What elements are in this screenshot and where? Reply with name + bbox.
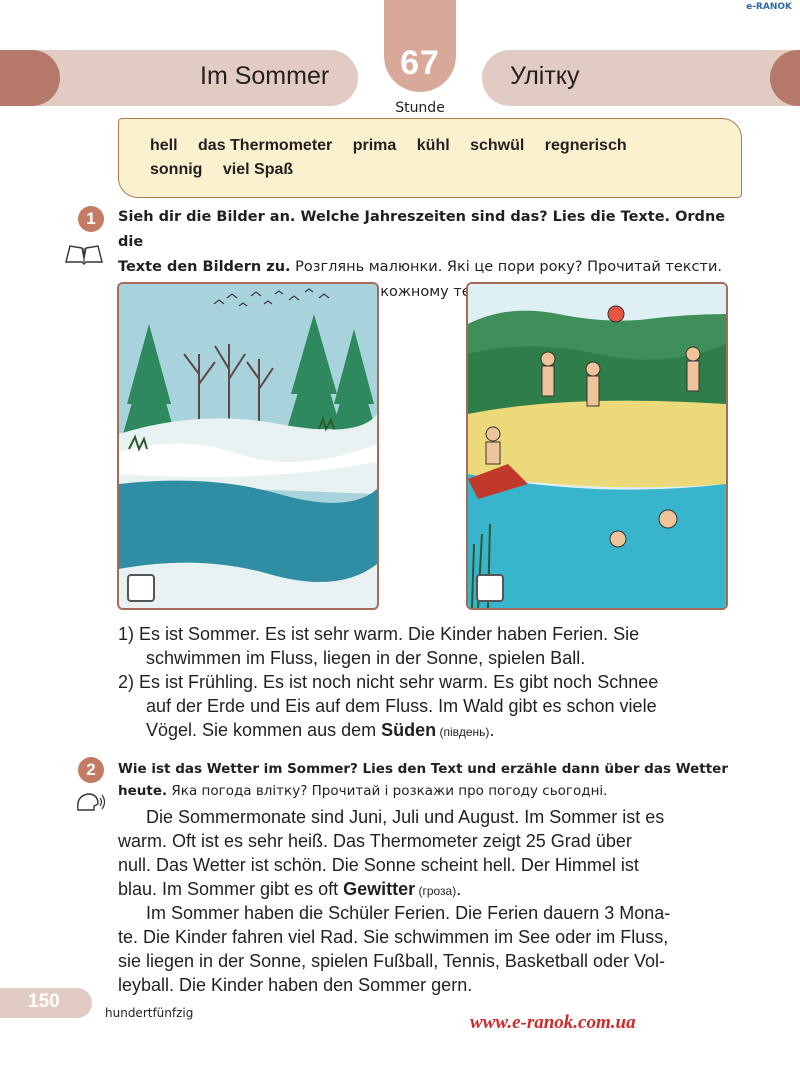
task1-instruction-de-line1: Sieh dir die Bilder an. Welche Jahreszeiten sind das? Lies die Texte. Ordne die xyxy=(118,209,726,250)
page-number: 150 xyxy=(28,991,60,1012)
text-line: warm. Oft ist es sehr heiß. Das Thermometer zeigt 25 Grad über xyxy=(118,831,632,851)
lesson-label: Stunde xyxy=(395,100,445,116)
book-icon xyxy=(64,240,104,266)
task2-paragraph-1 xyxy=(118,805,738,903)
text-line: leyball. Die Kinder haben den Sommer gern. xyxy=(118,975,473,995)
header-band-left-accent xyxy=(0,50,60,106)
text-segment: . xyxy=(489,720,495,740)
task2-instruction-de-line2: heute. xyxy=(118,783,168,799)
text-line xyxy=(118,877,738,903)
page-number-word: hundertfünfzig xyxy=(105,1006,194,1020)
translation-gloss: (гроза) xyxy=(415,884,457,898)
lesson-number: 67 xyxy=(400,44,440,82)
translation-gloss: (південь) xyxy=(436,725,490,739)
text-line xyxy=(118,718,738,744)
vocab-word: regnerisch xyxy=(544,137,627,154)
answer-checkbox[interactable] xyxy=(127,574,155,602)
vocabulary-line-1 xyxy=(150,137,643,155)
task2-instruction-ua-line2: Яка погода влітку? Прочитай і розкажи про погоду сьогодні. xyxy=(167,783,608,799)
task1-instruction-ua-line2: Розглянь малюнки. Які це пори року? Прочитай тексти. xyxy=(290,259,723,275)
vocab-word: sonnig xyxy=(150,161,203,178)
vocab-word: schwül xyxy=(470,137,525,154)
task2-paragraph-2 xyxy=(118,901,738,997)
task1-text-1 xyxy=(118,622,738,670)
task2-instruction xyxy=(118,758,738,802)
keyword-bold: Süden xyxy=(381,720,437,740)
task1-text-2 xyxy=(118,670,738,744)
text-line: Die Sommermonate sind Juni, Juli und August. Im Sommer ist es xyxy=(146,807,665,827)
page-title-german: Im Sommer xyxy=(200,62,330,90)
task-number-badge: 1 xyxy=(78,206,104,232)
vocab-word: viel Spaß xyxy=(222,161,294,178)
vocab-word: prima xyxy=(352,137,397,154)
text-line: te. Die Kinder fahren viel Rad. Sie schwimmen im See oder im Fluss, xyxy=(118,927,669,947)
summer-beach-picture xyxy=(466,282,728,610)
text-segment: Vögel. Sie kommen aus dem xyxy=(146,720,382,740)
text-line: 1) Es ist Sommer. Es ist sehr warm. Die Kinder haben Ferien. Sie xyxy=(118,624,640,644)
speaking-icon xyxy=(74,790,106,814)
text-line: Im Sommer haben die Schüler Ferien. Die Ferien dauern 3 Mona- xyxy=(146,903,671,923)
task2-instruction-de-line1: Wie ist das Wetter im Sommer? Lies den Text und erzähle dann über das Wetter xyxy=(118,761,728,777)
task1-instruction-de-line2: Texte den Bildern zu. xyxy=(118,259,291,275)
text-segment: . xyxy=(456,879,462,899)
text-segment: blau. Im Sommer gibt es oft xyxy=(118,879,344,899)
vocab-word: kühl xyxy=(416,137,450,154)
keyword-bold: Gewitter xyxy=(343,879,416,899)
spring-river-picture xyxy=(117,282,379,610)
text-line: schwimmen im Fluss, liegen in der Sonne, spielen Ball. xyxy=(146,648,586,668)
text-line: null. Das Wetter ist schön. Die Sonne scheint hell. Der Himmel ist xyxy=(118,855,639,875)
page-title-ukrainian: Улітку xyxy=(510,62,580,90)
answer-checkbox[interactable] xyxy=(476,574,504,602)
task1-instruction-ua-line3: кожному xyxy=(380,284,449,300)
text-line: auf der Erde und Eis auf dem Fluss. Im Wald gibt es schon viele xyxy=(146,696,657,716)
vocab-word: das Thermometer xyxy=(198,137,333,154)
vocabulary-scroll xyxy=(118,118,742,198)
vocab-word: hell xyxy=(150,137,178,154)
text-line: 2) Es ist Frühling. Es ist noch nicht sehr warm. Es gibt noch Schnee xyxy=(118,672,659,692)
publisher-logo: e-RANOK xyxy=(746,2,792,12)
publisher-website-link[interactable]: www.e-ranok.com.ua xyxy=(470,1012,636,1033)
task-number-badge: 2 xyxy=(78,757,104,783)
text-line: sie liegen in der Sonne, spielen Fußball, Tennis, Basketball oder Vol- xyxy=(118,951,665,971)
vocabulary-line-2 xyxy=(150,161,309,179)
